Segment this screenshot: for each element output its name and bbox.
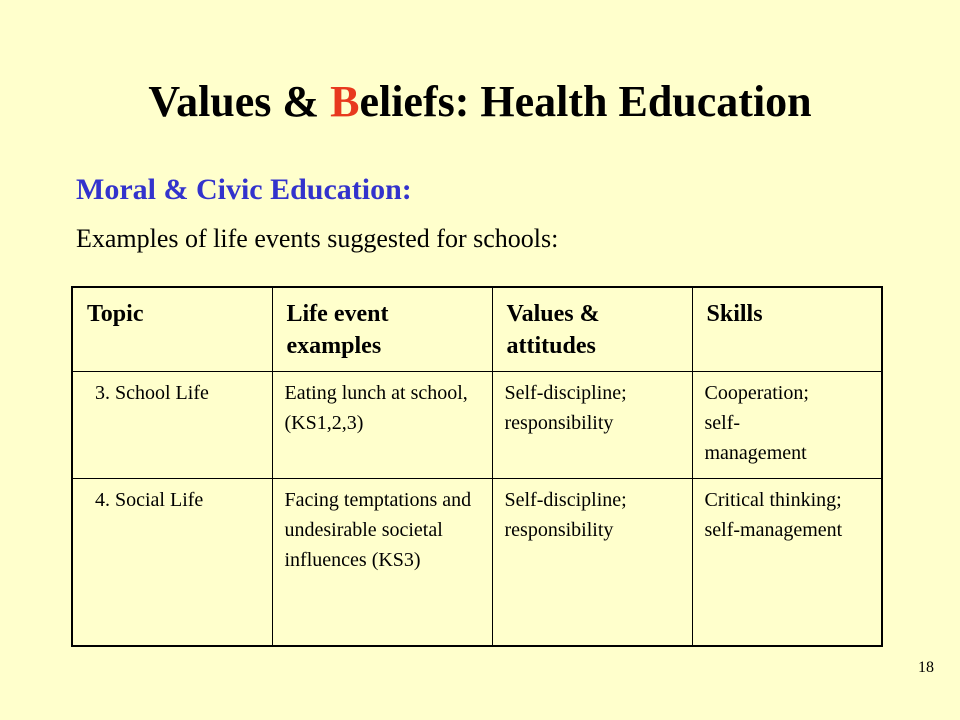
slide-title	[0, 74, 960, 130]
title-part-2: eliefs: Health Education	[359, 77, 812, 126]
cell-skills: Critical thinking; self-management	[692, 478, 882, 646]
cell-life-event: Facing temptations and undesirable societal influences (KS3)	[272, 478, 492, 646]
intro-text: Examples of life events suggested for schools:	[76, 224, 559, 253]
cell-skills: Cooperation; self- management	[692, 371, 882, 478]
title-part-1: Values &	[148, 77, 331, 126]
header-life-event: Life event examples	[272, 287, 492, 371]
page-number: 18	[918, 659, 934, 676]
cell-topic: 4. Social Life	[72, 478, 272, 646]
header-values: Values & attitudes	[492, 287, 692, 371]
table-row	[72, 478, 882, 646]
header-skills: Skills	[692, 287, 882, 371]
cell-values: Self-discipline; responsibility	[492, 371, 692, 478]
section-subtitle: Moral & Civic Education:	[76, 173, 412, 206]
table-header-row	[72, 287, 882, 371]
cell-topic: 3. School Life	[72, 371, 272, 478]
life-events-table	[71, 286, 883, 647]
header-topic: Topic	[72, 287, 272, 371]
table-row	[72, 371, 882, 478]
title-accent-letter: B	[330, 77, 360, 126]
cell-values: Self-discipline; responsibility	[492, 478, 692, 646]
cell-life-event: Eating lunch at school, (KS1,2,3)	[272, 371, 492, 478]
